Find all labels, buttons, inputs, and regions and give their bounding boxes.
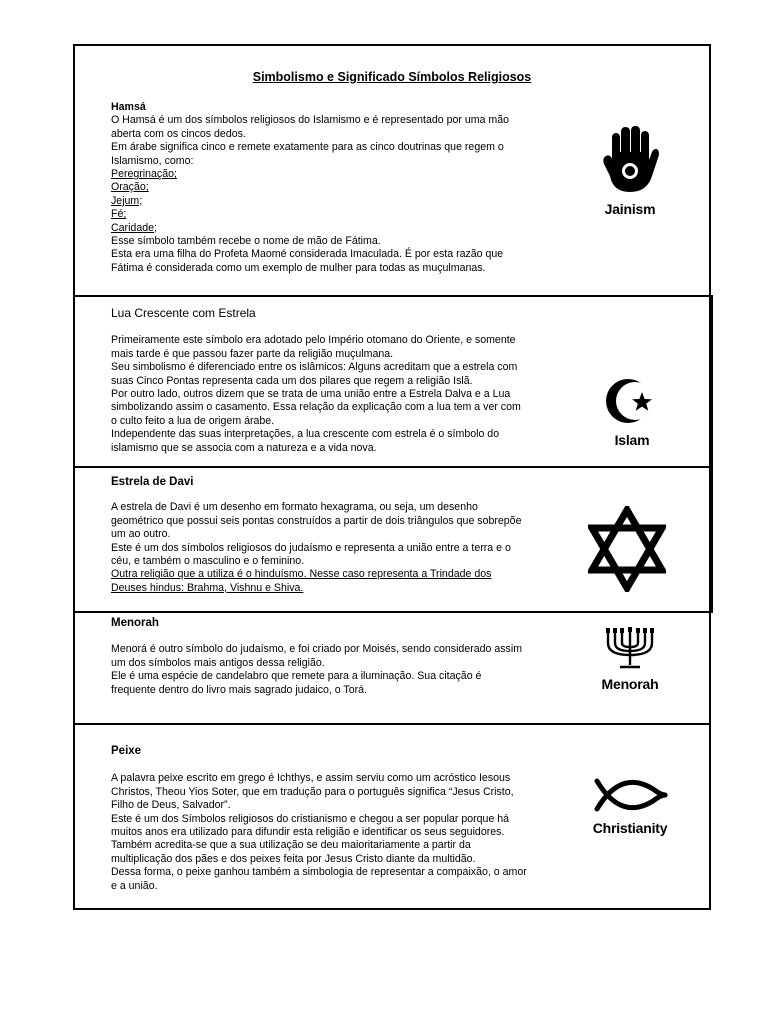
crescent-star-icon (604, 375, 660, 427)
section-heading: Menorah (111, 617, 159, 629)
paragraph-line: Seu simbolismo é diferenciado entre os islâmicos: Alguns acreditam que a estrela com (111, 361, 518, 374)
paragraph-line: Esse símbolo também recebe o nome de mão de Fátima. (111, 235, 381, 248)
list-item: Caridade; (111, 221, 157, 234)
section-menorah (75, 613, 709, 725)
paragraph-line: O Hamsá é um dos símbolos religiosos do Islamismo e é representado por uma mão (111, 114, 510, 127)
paragraph-line: um ao outro. (111, 528, 171, 541)
paragraph-line: A estrela de Davi é um desenho em formato hexagrama, ou seja, um desenho (111, 501, 478, 514)
paragraph-line: multiplicação dos pães e dos peixes feita por Jesus Cristo diante da multidão. (111, 852, 476, 865)
section-fish (75, 725, 709, 908)
paragraph-line: Ele é uma espécie de candelabro que remete para a iluminação. Sua citação é (111, 670, 482, 683)
symbol-caption: Jainism (604, 201, 656, 217)
list-item: Fé; (111, 208, 127, 221)
paragraph-line: Filho de Deus, Salvador”. (111, 799, 231, 812)
section-crescent (73, 295, 713, 468)
menorah-icon (602, 627, 658, 671)
ichthys-fish-icon (591, 775, 669, 815)
paragraph-line: céu, e também o masculino e o feminino. (111, 555, 305, 568)
paragraph-line: o culto feito a lua de origem árabe. (111, 414, 275, 427)
section-hamsa-text (111, 101, 531, 275)
list-item: Oração; (111, 181, 149, 194)
list-item: Jejum; (111, 194, 143, 207)
section-heading: Peixe (111, 745, 142, 757)
paragraph-line: muitos anos era utilizado para difundir esta religião e identificar os seus seguidores. (111, 826, 505, 839)
paragraph-line: aberta com os cincos dedos. (111, 127, 246, 140)
paragraph-line: mais tarde é que passou fazer parte da religião muçulmana. (111, 347, 394, 360)
paragraph-line: Deuses hindus: Brahma, Vishnu e Shiva. (111, 581, 304, 594)
star-of-david-icon (588, 506, 666, 592)
section-hamsa (75, 46, 709, 296)
hamsa-hand-icon (600, 126, 660, 196)
section-heading: Lua Crescente com Estrela (111, 306, 256, 320)
page-title: Simbolismo e Significado Símbolos Religiosos (252, 70, 532, 84)
section-heading: Estrela de Davi (111, 476, 194, 488)
section-fish-text (111, 745, 531, 893)
document-page (73, 44, 711, 910)
symbol-caption: Christianity (592, 820, 668, 836)
section-heading: Hamsá (111, 101, 146, 113)
paragraph-line: Este é um dos símbolos religiosos do judaísmo e representa a união entre a terra e o (111, 541, 511, 554)
paragraph-line: Este é um dos Símbolos religiosos do cristianismo e chegou a ser popular porque há (111, 812, 510, 825)
paragraph-line: Esta era uma filha do Profeta Maomé considerada Imaculada. É por esta razão que (111, 248, 504, 261)
paragraph-line: frequente dentro do livro mais sagrado judaico, o Torá. (111, 683, 367, 696)
paragraph-line: Outra religião que a utiliza é o hinduísmo. Nesse caso representa a Trindade dos (111, 568, 492, 581)
section-menorah-text (111, 617, 531, 697)
star-of-david-symbol (587, 506, 667, 597)
paragraph-line: Menorá é outro símbolo do judaísmo, e foi criado por Moisés, sendo considerado assim (111, 643, 523, 656)
crescent-symbol (582, 375, 682, 448)
paragraph-line: A palavra peixe escrito em grego é Ichthys, e assim serviu como um acróstico Iesous (111, 772, 511, 785)
section-crescent-text (111, 307, 531, 455)
hamsa-symbol (580, 126, 680, 217)
paragraph-line: suas Cinco Pontas representa cada um dos pilares que regem a religião Islã. (111, 374, 473, 387)
paragraph-line: islamismo que se associa com a natureza e a vida nova. (111, 441, 377, 454)
paragraph-line: Também acredita-se que a sua utilização se deu maioritariamente a partir da (111, 839, 471, 852)
paragraph-line: Primeiramente este símbolo era adotado pelo Império otomano do Oriente, e somente (111, 334, 516, 347)
paragraph-line: Independente das suas interpretações, a lua crescente com estrela é o símbolo do (111, 428, 500, 441)
paragraph-line: um dos símbolos mais antigos dessa religião. (111, 656, 325, 669)
paragraph-line: Fátima é considerada como um exemplo de mulher para todas as muçulmanas. (111, 261, 486, 274)
section-star-text (111, 476, 531, 595)
paragraph-line: Islamismo, como: (111, 154, 194, 167)
paragraph-line: Dessa forma, o peixe ganhou também a simbologia de representar a compaixão, o amor (111, 866, 527, 879)
fish-symbol (575, 775, 685, 836)
paragraph-line: geométrico que possui seis pontas construídos a partir de dois triângulos que sobrepõe (111, 514, 522, 527)
menorah-symbol (580, 627, 680, 692)
section-star-of-david (73, 466, 713, 613)
list-item: Peregrinação; (111, 168, 177, 181)
paragraph-line: e a união. (111, 879, 158, 892)
paragraph-line: Em árabe significa cinco e remete exatamente para as cinco doutrinas que regem o (111, 141, 504, 154)
paragraph-line: Christos, Theou Yios Soter, que em tradução para o português significa “Jesus Cristo, (111, 785, 514, 798)
symbol-caption: Menorah (601, 676, 659, 692)
symbol-caption: Islam (614, 432, 650, 448)
paragraph-line: Por outro lado, outros dizem que se trata de uma união entre a Estrela Dalva e a Lua (111, 388, 511, 401)
paragraph-line: simbolizando assim o casamento. Essa relação da explicação com a lua tem a ver com (111, 401, 521, 414)
